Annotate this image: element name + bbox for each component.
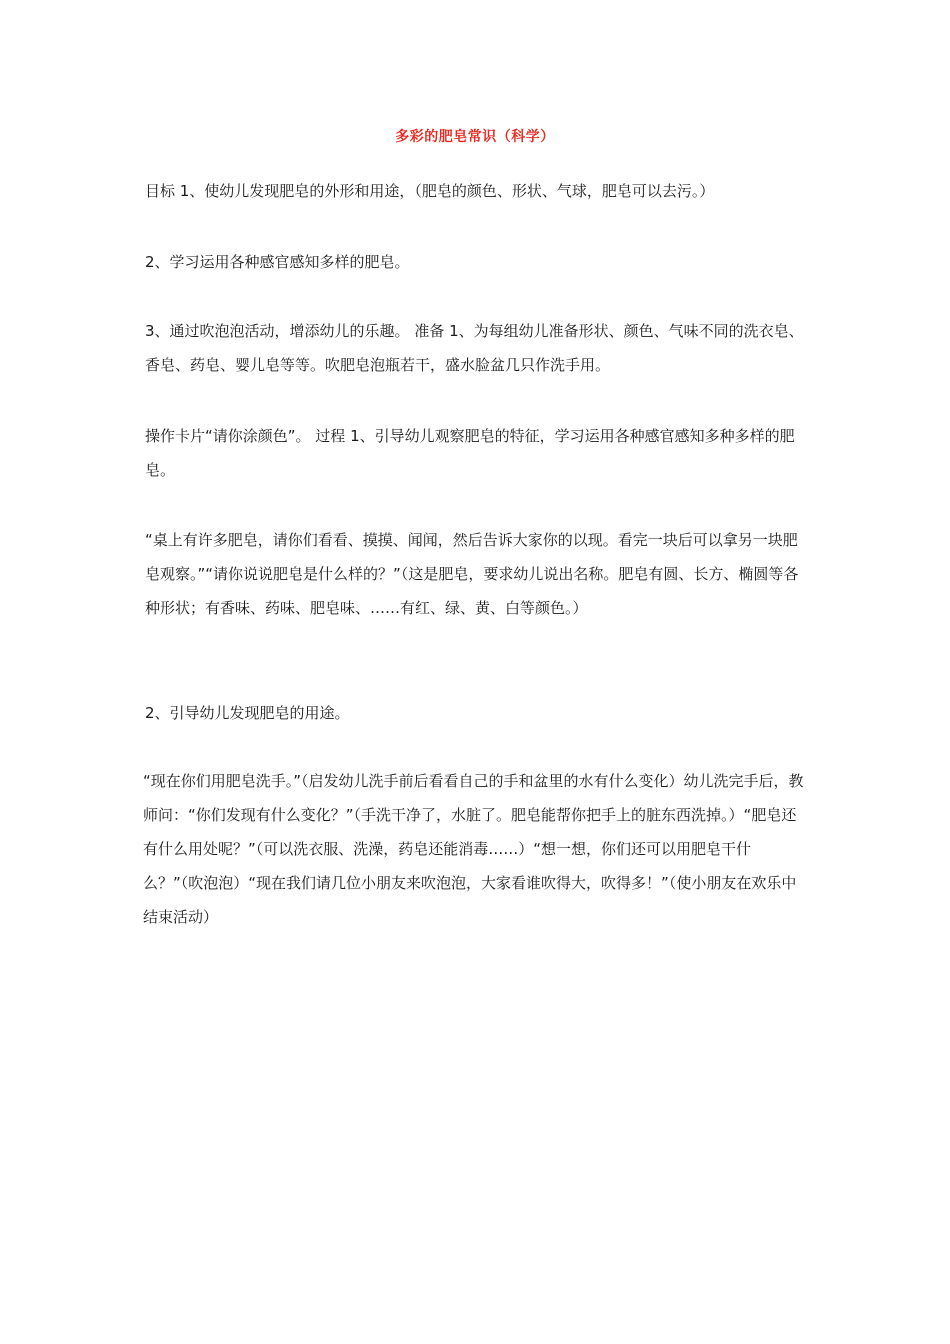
paragraph-goal-3-preparation: 3、通过吹泡泡活动，增添幼儿的乐趣。 准备 1、为每组幼儿准备形状、颜色、气味不同的洗衣皂、香皂、药皂、婴儿皂等等。吹肥皂泡瓶若干，盛水脸盆几只作洗手用。 xyxy=(145,322,804,374)
paragraph-process-2: 2、引导幼儿发现肥皂的用途。 xyxy=(145,704,350,722)
paragraph-observation-dialogue: “桌上有许多肥皂，请你们看看、摸摸、闻闻，然后告诉大家你的以现。看完一块后可以拿另一块肥皂观察。”“请你说说肥皂是什么样的？”（这是肥皂，要求幼儿说出名称。肥皂有圆、长方、椭圆等各种形状；有香味、药味、肥皂味、……有红、绿、黄、白等颜色。） xyxy=(145,531,799,617)
paragraph-goal-1: 目标 1、使幼儿发现肥皂的外形和用途，（肥皂的颜色、形状、气球，肥皂可以去污。） xyxy=(145,182,715,200)
paragraph-handwashing-dialogue: “现在你们用肥皂洗手。”（启发幼儿洗手前后看看自己的手和盆里的水有什么变化）幼儿洗完手后，教师问：“你们发现有什么变化？”（手洗干净了，水脏了。肥皂能帮你把手上的脏东西洗掉。）“肥皂还有什么用处呢？”（可以洗衣服、洗澡，药皂还能消毒……）“想一想，你们还可以用肥皂干什么？”（吹泡泡）“现在我们请几位小朋友来吹泡泡，大家看谁吹得大，吹得多！”（使小朋友在欢乐中结束活动） xyxy=(143,772,804,926)
document-title: 多彩的肥皂常识（科学） xyxy=(395,129,555,145)
paragraph-goal-2: 2、学习运用各种感官感知多样的肥皂。 xyxy=(145,253,410,271)
paragraph-process-1: 操作卡片“请你涂颜色”。 过程 1、引导幼儿观察肥皂的特征，学习运用各种感官感知多种多样的肥皂。 xyxy=(145,427,795,479)
